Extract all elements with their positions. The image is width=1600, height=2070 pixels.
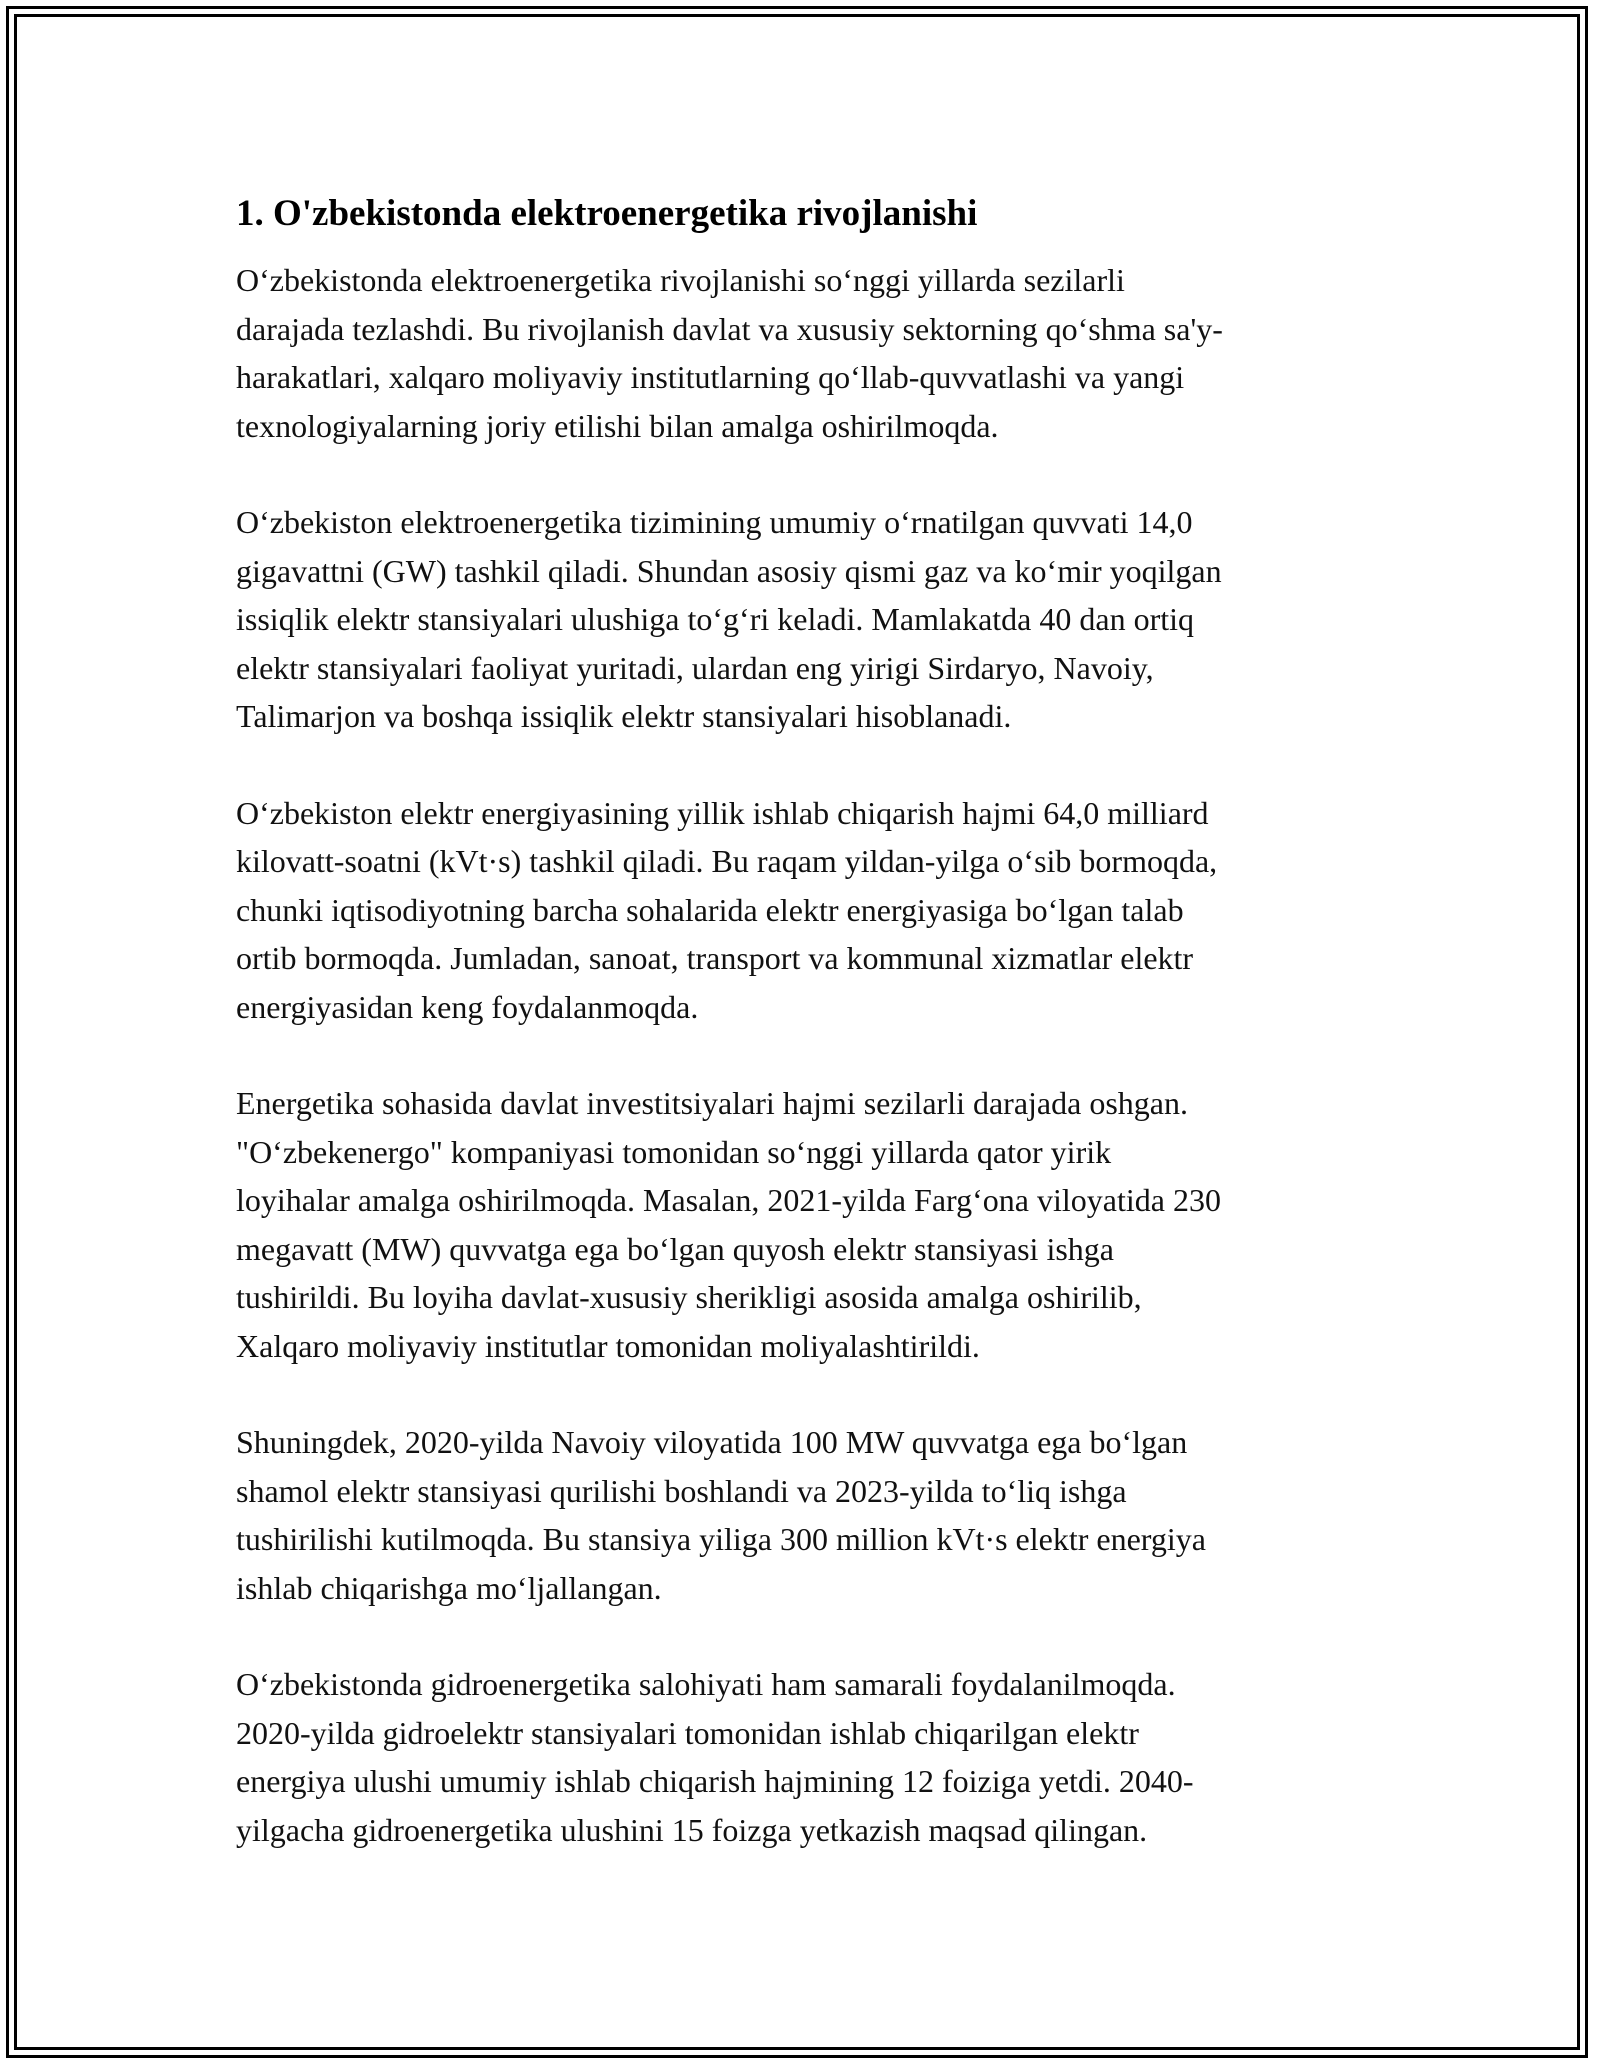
paragraph-line: tushirildi. Bu loyiha davlat-xususiy sherikligi asosida amalga oshirilib,	[236, 1279, 1142, 1315]
paragraph	[236, 1418, 1384, 1612]
paragraph-line: darajada tezlashdi. Bu rivojlanish davlat va xususiy sektorning qo‘shma sa'y-	[236, 310, 1223, 347]
paragraph-line: Talimarjon va boshqa issiqlik elektr stansiyalari hisoblanadi.	[236, 698, 1012, 734]
paragraph-line: O‘zbekiston elektr energiyasining yillik ishlab chiqarish hajmi 64,0 milliard	[236, 794, 1209, 831]
paragraph-line: shamol elektr stansiyasi qurilishi boshlandi va 2023-yilda to‘liq ishga	[236, 1472, 1127, 1509]
paragraph-line: yilgacha gidroenergetika ulushini 15 foizga yetkazish maqsad qilingan.	[236, 1811, 1148, 1848]
paragraph-line: energiyasidan keng foydalanmoqda.	[236, 988, 699, 1025]
paragraph-line: loyihalar amalga oshirilmoqda. Masalan, 2021-yilda Farg‘ona viloyatida 230	[236, 1182, 1221, 1218]
paragraph-list	[236, 256, 1384, 1854]
paragraph-line: tushirilishi kutilmoqda. Bu stansiya yiliga 300 million kVt·s elektr energiya	[236, 1521, 1206, 1557]
paragraph-line: elektr stansiyalari faoliyat yuritadi, ulardan eng yirigi Sirdaryo, Navoiy,	[236, 649, 1154, 686]
paragraph-line: issiqlik elektr stansiyalari ulushiga to‘g‘ri keladi. Mamlakatda 40 dan ortiq	[236, 601, 1194, 637]
paragraph-line: O‘zbekistonda gidroenergetika salohiyati ham samarali foydalanilmoqda.	[236, 1666, 1176, 1702]
paragraph-line: texnologiyalarning joriy etilishi bilan amalga oshirilmoqda.	[236, 407, 999, 444]
paragraph	[236, 256, 1384, 450]
paragraph	[236, 498, 1384, 741]
paragraph-line: gigavattni (GW) tashkil qiladi. Shundan asosiy qismi gaz va ko‘mir yoqilgan	[236, 552, 1222, 589]
paragraph	[236, 1660, 1384, 1854]
paragraph-line: Xalqaro moliyaviy institutlar tomonidan moliyalashtirildi.	[236, 1327, 980, 1364]
paragraph-line: energiya ulushi umumiy ishlab chiqarish hajmining 12 foiziga yetdi. 2040-	[236, 1763, 1194, 1799]
paragraph-line: Shuningdek, 2020-yilda Navoiy viloyatida 100 MW quvvatga ega bo‘lgan	[236, 1424, 1188, 1460]
paragraph-line: O‘zbekiston elektroenergetika tizimining umumiy o‘rnatilgan quvvati 14,0	[236, 504, 1193, 540]
paragraph-line: megavatt (MW) quvvatga ega bo‘lgan quyosh elektr stansiyasi ishga	[236, 1230, 1114, 1267]
section-heading: 1. O'zbekistonda elektroenergetika rivojlanishi	[236, 193, 978, 234]
paragraph-line: harakatlari, xalqaro moliyaviy institutlarning qo‘llab-quvvatlashi va yangi	[236, 359, 1185, 395]
paragraph	[236, 789, 1384, 1032]
paragraph-line: kilovatt-soatni (kVt·s) tashkil qiladi. Bu raqam yildan-yilga o‘sib bormoqda,	[236, 843, 1218, 879]
paragraph-line: chunki iqtisodiyotning barcha sohalarida elektr energiyasiga bo‘lgan talab	[236, 891, 1184, 928]
paragraph	[236, 1079, 1384, 1370]
paragraph-line: ortib bormoqda. Jumladan, sanoat, transport va kommunal xizmatlar elektr	[236, 940, 1194, 976]
paragraph-line: ishlab chiqarishga mo‘ljallangan.	[236, 1569, 662, 1606]
paragraph-line: 2020-yilda gidroelektr stansiyalari tomonidan ishlab chiqarilgan elektr	[236, 1714, 1139, 1751]
document-body	[236, 186, 1384, 1902]
paragraph-line: "O‘zbekenergo" kompaniyasi tomonidan so‘nggi yillarda qator yirik	[236, 1133, 1112, 1170]
paragraph-line: O‘zbekistonda elektroenergetika rivojlanishi so‘nggi yillarda sezilarli	[236, 262, 1125, 298]
paragraph-line: Energetika sohasida davlat investitsiyalari hajmi sezilarli darajada oshgan.	[236, 1085, 1188, 1121]
